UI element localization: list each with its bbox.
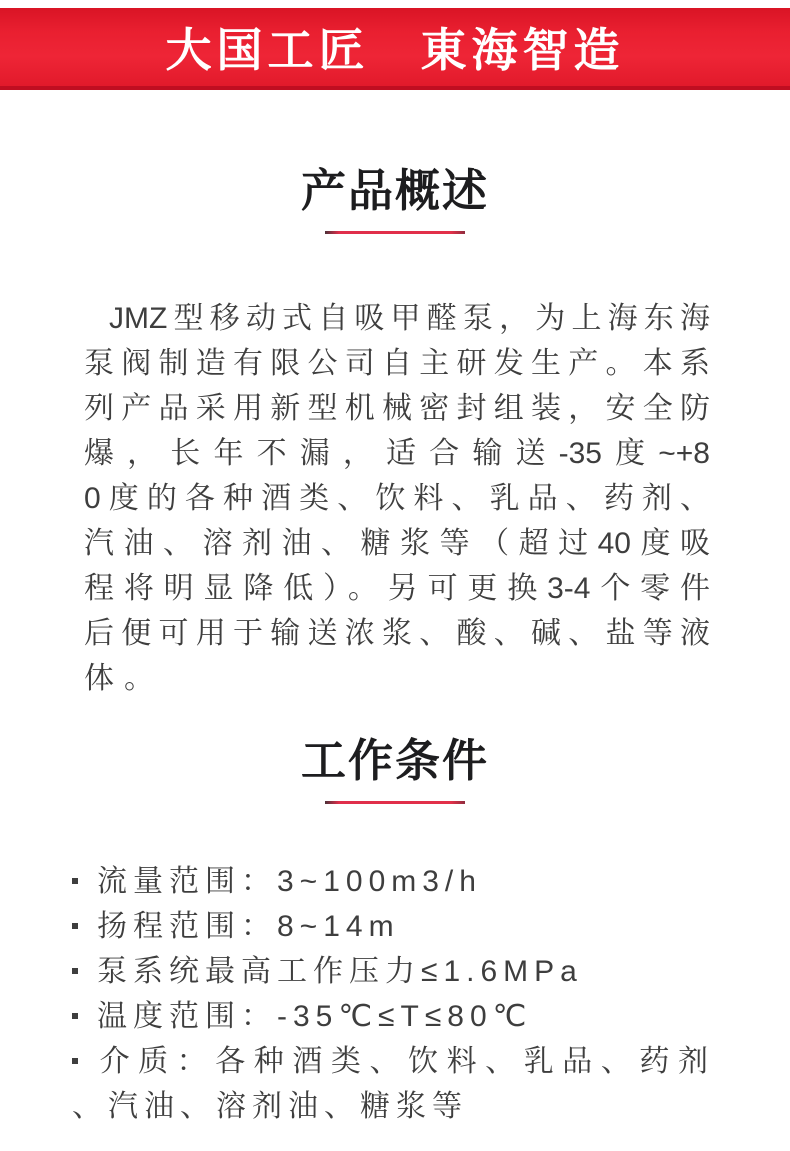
description-line: 列产品采用新型机械密封组装，安全防 xyxy=(84,392,710,425)
bullet-dot-icon xyxy=(72,1013,78,1019)
description-line: 程将明显降低）。另可更换3-4个零件 xyxy=(84,572,710,605)
conditions-title: 工作条件 xyxy=(300,735,489,786)
header-banner xyxy=(0,8,790,90)
overview-title-underline xyxy=(325,231,465,234)
bullet-dot-icon xyxy=(72,1058,78,1064)
description-line: 后便可用于输送浓浆、酸、碱、盐等液 xyxy=(84,617,710,650)
bullet-item xyxy=(72,859,714,904)
bullet-item xyxy=(72,994,714,1039)
bullet-text: 温度范围：-35℃≤T≤80℃ xyxy=(97,1000,533,1033)
product-description xyxy=(0,296,790,701)
bullet-item xyxy=(72,904,714,949)
bullet-dot-icon xyxy=(72,923,78,929)
bullet-text: 流量范围：3~100m3/h xyxy=(97,865,482,898)
banner-title: 大国工匠 東海智造 xyxy=(165,24,625,76)
section-working-conditions xyxy=(0,733,790,1129)
conditions-title-underline xyxy=(325,801,465,804)
bullet-text: 、汽油、溶剂油、糖浆等 xyxy=(72,1090,468,1123)
bullet-text: 扬程范围：8~14m xyxy=(97,910,400,943)
section-product-overview xyxy=(0,163,790,701)
description-line: 爆，长年不漏，适合输送-35度~+8 xyxy=(84,437,710,470)
bullet-dot-icon xyxy=(72,878,78,884)
bullet-item xyxy=(72,1039,714,1084)
bullet-item xyxy=(72,949,714,994)
overview-title: 产品概述 xyxy=(300,165,489,216)
bullet-dot-icon xyxy=(72,968,78,974)
conditions-bullet-list xyxy=(0,859,790,1129)
description-line: 0度的各种酒类、饮料、乳品、药剂、 xyxy=(84,482,710,515)
description-line: 体。 xyxy=(84,662,164,695)
description-line: 泵阀制造有限公司自主研发生产。本系 xyxy=(84,347,710,380)
bullet-item-continuation xyxy=(72,1084,714,1129)
description-line: JMZ型移动式自吸甲醛泵，为上海东海 xyxy=(109,302,710,335)
description-line: 汽油、溶剂油、糖浆等（超过40度吸 xyxy=(84,527,710,560)
bullet-text: 介质：各种酒类、饮料、乳品、药剂 xyxy=(97,1045,714,1078)
bullet-text: 泵系统最高工作压力≤1.6MPa xyxy=(97,955,583,988)
